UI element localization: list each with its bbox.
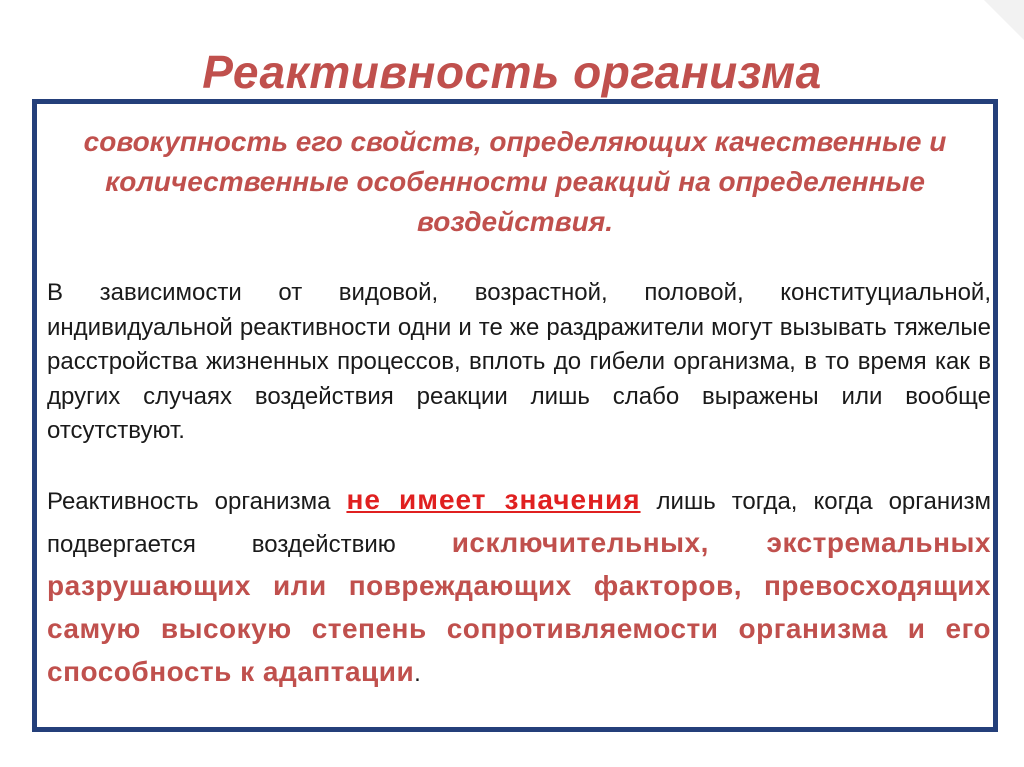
- definition-text: совокупность его свойств, определяющих качественные и количественные особенности реакций на определенные воздействия.: [83, 126, 947, 237]
- highlight-no-value: не имеет значения: [346, 484, 641, 515]
- paragraph2-part1: Реактивность организма: [47, 488, 347, 515]
- emphasis-extreme-factors: исключительных, экстремальных разрушающих или повреждающих факторов, превосходящих самую высокую степень сопротивляемости организма и его способность к адаптации: [47, 527, 991, 687]
- content-frame: [32, 99, 998, 732]
- paragraph2-part2: лишь тогда, когда организм подвергается воздействию: [47, 488, 992, 558]
- page-corner-fold: [984, 0, 1024, 40]
- paragraph-reactivity-significance: [47, 479, 991, 694]
- paragraph2-end: .: [414, 660, 421, 687]
- paragraph-reactivity-dependence: В зависимости от видовой, возрастной, половой, конституциальной, индивидуальной реактивности одни и те же раздражители могут вызывать тяжелые расстройства жизненных процессов, вплоть до гибели организма, в то время как в других случаях воздействия реакции лишь слабо выражены или вообще отсутствуют.: [47, 279, 991, 444]
- slide-title: Реактивность организма: [202, 46, 822, 98]
